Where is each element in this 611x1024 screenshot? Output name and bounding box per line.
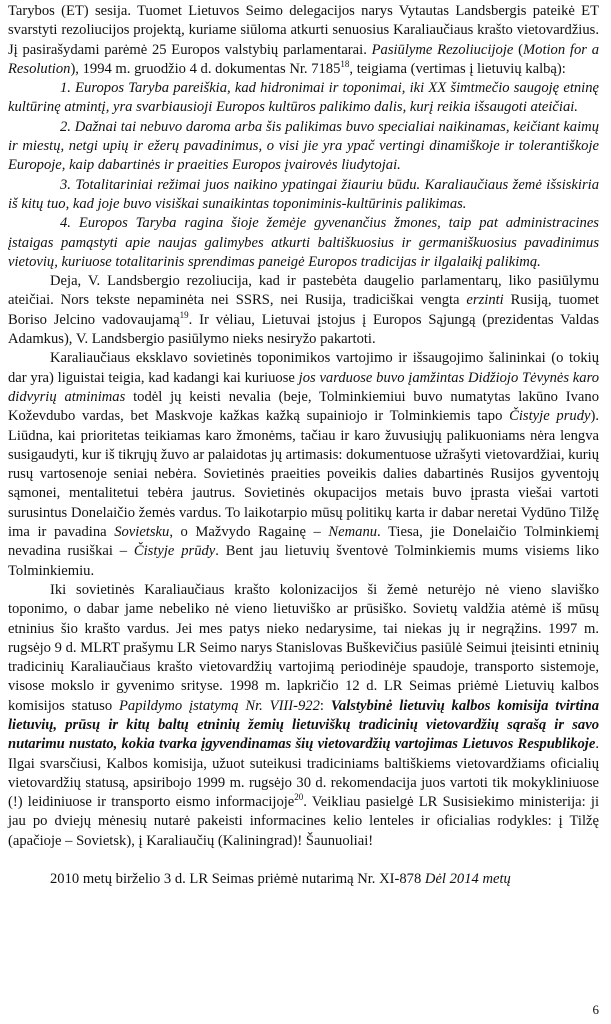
- resolution-item-2: [8, 118, 599, 176]
- text-run: ), 1994 m. gruodžio 4 d. dokumentas Nr. 7185: [70, 60, 341, 77]
- paragraph-karaliaucius: [8, 349, 599, 581]
- text-run: . Ilgai svarsčiusi, Kalbos komisija, užuot suteikusi tradiciniams baltiškiems vietovardžiams oficialių vietovardžių statusą, apsiribojo 1999 m. rugsėjo 30 d. rekomendacija juos vartoti tik mokykliniuose (!) leidiniuose ir transporto eismo informacijoje: [8, 736, 599, 811]
- italic-text: Pasiūlyme Rezoliucijoje: [371, 41, 514, 58]
- text-run: . Veikliau pasielgė LR Susisiekimo ministerija: ji jau po dviejų mėnesių nutarė pakeisti informacines kelio lenteles ir oficialias rodykles: į Tilžę (apačioje – Sovietsk), į Karaliaučių (Kaliningrad)! Šaunuoliai!: [8, 794, 600, 849]
- italic-text: Papildymo įstatymą Nr. VIII-922: [119, 697, 320, 714]
- paragraph-intro: [8, 2, 599, 79]
- text-run: (: [513, 41, 523, 58]
- bold-italic-text: Valstybinė lietuvių kalbos komisija tvirtina lietuvių, prūsų ir kitų baltų etninių žemių lietuviškų tradicinių vietovardžių sąrašą ir savo nutarimu nustato, kokia tvarka įgyvendinamas šių vietovardžių vartojimas Lietuvos Respublikoje: [8, 697, 600, 753]
- text-run: Rusiją, tuomet Boriso Jelcino vadovaujamą: [8, 292, 599, 328]
- italic-text: erzinti: [466, 292, 504, 309]
- footnote-ref[interactable]: 19: [179, 309, 189, 320]
- resolution-item-4: [8, 214, 599, 272]
- italic-text: 3. Totalitariniai režimai juos naikino ypatingai žiauriu būdu. Karaliaučiaus žemė išsiskiria iš kitų tuo, kad joje buvo visiškai sunaikintas toponiminis-kultūrinis palikimas.: [8, 176, 599, 212]
- text-run: Iki sovietinės Karaliaučiaus krašto kolonizacijos ši žemė neturėjo nė vieno slaviško toponimo, o dabar jame nebeliko nė vieno lietuviško ar prūsiško. Sovietų valdžia atėmė iš mūsų etninius šio krašto vardus. Jei mes patys nieko nedarysime, tai niekas jų ir negrąžins. 1997 m. rugsėjo 9 d. MLRT prašymu LR Seimo narys Stanislovas Buškevičius pasiūlė Seimui įteisinti etninių tradicinių Karaliaučiaus krašto vietovardžių vartojimą periodinėje spaudoje, transporto sistemoje, visose mokslo ir gyvenimo srityse. 1998 m. lapkričio 12 d. LR Seimas priėmė Lietuvių kalbos komisijos statuso: [8, 581, 599, 714]
- text-run: 2010 metų birželio 3 d. LR Seimas priėmė nutarimą Nr. XI-878: [50, 871, 425, 888]
- text-run: . Ir vėliau, Lietuvai įstojus į Europos Sąjungą (prezidentas Valdas Adamkus), V. Landsbergio pasiūlymo nieks nesiryžo pakartoti.: [8, 311, 599, 348]
- text-run: , o Mažvydo Ragainę –: [169, 524, 329, 541]
- text-run: Karaliaučiaus eksklavo sovietinės toponimikos vartojimo ir išsaugojimo šalininkai (o tokių dar yra) liguistai teigia, kad kadangi kai kuriuose: [8, 350, 599, 386]
- italic-text: Čistyje prūdy: [133, 543, 216, 560]
- text-run: ). Liūdna, kai prioritetas teikiamas karo žmonėms, tačiau ir karo žuvusiųjų palikuoniams nėra lengva susigaudyti, kur iš tikrųjų žuvo ar palaidotas jų artimasis: dokumentuose užrašyti vietovardžiai, kurių rusų vartosenoje seniai nebėra. Sovietinės praeities poveikis dalies dabartinės Rusijos gyventojų sąmonei, mentalitetui tebėra jautrus. Sovietinės okupacijos metais buvo įprasta viešai vartoti surusintus Donelaičio žemės vardus. To laikotarpio mūsų politikų karta ir dabar neretai Vydūno Tilžę ima ir pavadina: [8, 408, 599, 541]
- resolution-item-3: [8, 176, 599, 215]
- italic-text: Sovietsku: [114, 524, 170, 541]
- text-run: . Bent jau lietuvių šventovė Tolminkiemis mums visiems liko Tolminkiemiu.: [8, 543, 599, 579]
- paragraph-2010: [8, 870, 599, 889]
- italic-text: 2. Dažnai tai nebuvo daroma arba šis palikimas buvo specialiai naikinamas, keičiant kaimų ir miestų, netgi upių ir ežerų pavadinimus, o visi jie yra ypač vertingi dinamiškoje ir tolerantiškoje Europoje, kaip dabartinės ir praeities Europos įvairovės liudytojai.: [8, 118, 599, 174]
- italic-text: 1. Europos Taryba pareiškia, kad hidronimai ir toponimai, iki XX šimtmečio saugoję etninę kultūrinę atmintį, yra svarbiausioji Europos kultūros palikimo dalis, kurį reikia išsaugoti ateičiai.: [8, 80, 599, 116]
- italic-text: jos varduose buvo įamžintas Didžiojo Tėvynės karo didvyrių atminimas: [8, 369, 600, 405]
- text-run: :: [319, 697, 331, 714]
- italic-text: 4. Europos Taryba ragina šioje žemėje gyvenančius žmones, taip pat administracines įstaigas pamąstyti apie naujas galimybes atkurti baltiškuosius ir germaniškuosius pavadinimus vietovių, kuriuose totalitarinis sprendimas paneigė Europos tradicijas ir ilgalaikį palikimą.: [8, 215, 599, 270]
- italic-text: Čistyje prudy: [509, 408, 591, 425]
- paragraph-kolonizacija: [8, 581, 599, 851]
- italic-text: Motion for a Resolution: [8, 41, 599, 77]
- italic-text: Dėl 2014 metų: [424, 871, 511, 888]
- footnote-ref[interactable]: 20: [294, 792, 304, 803]
- text-run: . Tiesa, jie Donelaičio Tolminkiemį nevadina rusiškai –: [8, 524, 600, 560]
- paragraph-gap: [8, 851, 599, 870]
- italic-text: Nemanu: [328, 524, 378, 541]
- page-number: 6: [592, 1002, 599, 1017]
- text-run: , teigiama (vertimas į lietuvių kalbą):: [349, 60, 566, 77]
- text-run: Tarybos (ET) sesija. Tuomet Lietuvos Seimo delegacijos narys Vytautas Landsbergis pateikė ET svarstyti rezoliucijos projektą, kuriame siūloma atkurti senuosius Karaliaučiaus krašto vietovardžius. Jį pasirašydami parėmė 25 Europos valstybių parlamentarai.: [8, 3, 599, 58]
- paragraph-deja: [8, 272, 599, 349]
- text-run: Deja, V. Landsbergio rezoliucija, kad ir pastebėta daugelio parlamentarų, liko pasiūlymu ateičiai. Nors tekste nepaminėta nei SSRS, nei Rusija, tradiciškai vengta: [8, 273, 599, 309]
- text-run: todėl jų keisti nevalia (beje, Tolminkiemiui buvo numatytas lakūno Ivano Koževdubo vardas, bet Maskvoje kažkas kažką supainiojo ir Tolminkiemis tapo: [8, 388, 599, 425]
- resolution-item-1: [8, 79, 599, 118]
- footnote-ref[interactable]: 18: [340, 59, 350, 70]
